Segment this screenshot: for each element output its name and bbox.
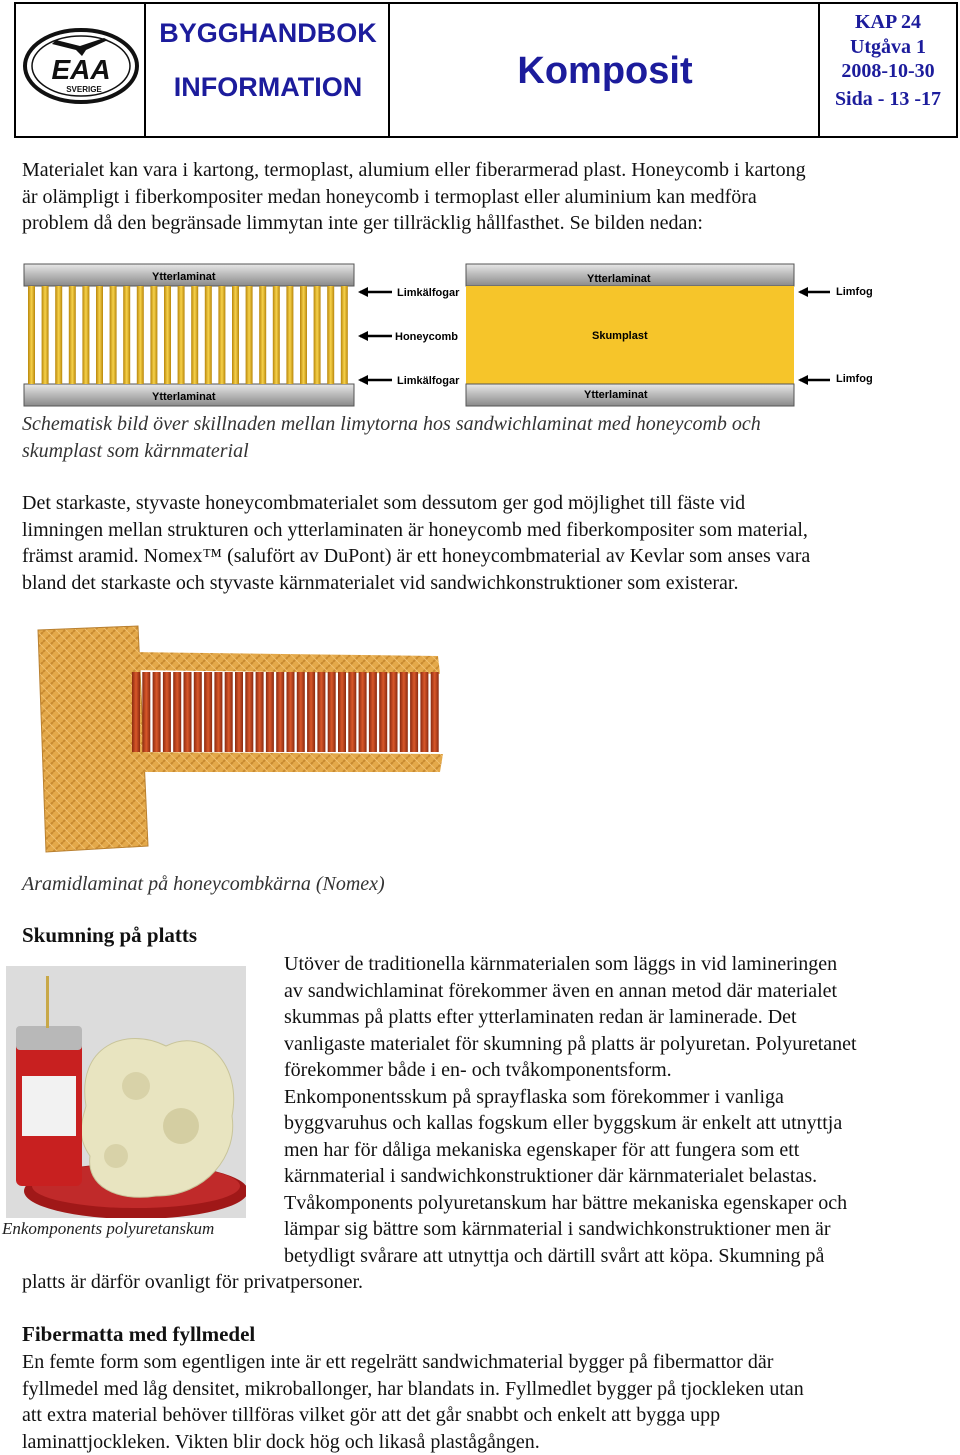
svg-text:EAA: EAA [51,54,111,85]
nomex-cell [204,672,212,752]
nomex-cell [287,672,295,752]
nomex-cell [400,672,408,752]
heading-fibermatta: Fibermatta med fyllmedel [22,1322,256,1346]
date: 2008-10-30 [841,60,935,82]
text-line: är olämpligt i fiberkompositer medan honeycomb i termoplast eller aluminium kan medföra [22,185,757,208]
sandwich-diagram [22,262,902,412]
text-line: platts är därför ovanligt för privatpersoner. [22,1271,363,1293]
nomex-cell [184,672,192,752]
photo-caption-nomex: Aramidlaminat på honeycombkärna (Nomex) [22,873,385,895]
nomex-cell [266,672,274,752]
nomex-cell [214,672,222,752]
page-header [14,2,958,138]
svg-text:SVERIGE: SVERIGE [66,85,102,94]
svg-text:Limkälfogar: Limkälfogar [397,287,460,299]
text-line: En femte form som egentligen inte är ett regelrätt sandwichmaterial bygger på fibermattor där [22,1351,774,1373]
honeycomb-cell [314,286,321,384]
nomex-cell [390,672,398,752]
honeycomb-cell [137,286,144,384]
text-line: Det starkaste, styvaste honeycombmaterialet som dessutom ger god möjlighet till fäste vid [22,492,746,514]
text-line: bland det starkaste och styvaste kärnmaterialet vid sandwichkonstruktioner som existerar. [22,571,739,594]
text-line: Materialet kan vara i kartong, termoplast, alumium eller fiberarmerad plast. Honeycomb i kartong [22,159,806,181]
page-number: Sida - 13 -17 [834,88,942,110]
chapter-title: Komposit [517,50,693,92]
svg-text:Skumplast: Skumplast [592,330,648,342]
photo-caption-foam: Enkomponents polyuretanskum [2,1219,215,1238]
edition: Utgåva 1 [849,36,927,58]
text-line: Utöver de traditionella kärnmaterialen som läggs in vid lamineringen [284,953,838,975]
nomex-cell [307,672,315,752]
honeycomb-cell [96,286,103,384]
nomex-cell [317,672,325,752]
svg-text:Limkälfogar: Limkälfogar [397,375,460,387]
honeycomb-cell [55,286,62,384]
nomex-cell [245,672,253,752]
svg-text:Limfog: Limfog [836,286,873,298]
text-line: limningen mellan strukturen och ytterlaminaten är honeycomb med fiberkompositer som material, [22,518,808,541]
svg-text:Ytterlaminat: Ytterlaminat [584,389,648,401]
nomex-paragraph [22,490,942,596]
nomex-cell [379,672,387,752]
honeycomb-cell [232,286,239,384]
honeycomb-cell [191,286,198,384]
nomex-cell [132,672,140,752]
caption-line: skumplast som kärnmaterial [22,439,249,462]
text-line: betydligt svårare att utnyttja och därtill svårt att köpa. Skumning på [284,1244,825,1267]
nomex-cell [194,672,202,752]
chapter-cell [390,4,820,136]
text-line: kärnmaterial i sandwichkonstruktioner där kärnmaterialet belastas. [284,1165,818,1187]
nomex-cell [410,672,418,752]
honeycomb-cell [110,286,117,384]
honeycomb-cell [259,286,266,384]
header-title-information: INFORMATION [173,72,363,102]
text-line: främst aramid. Nomex™ (salufört av DuPont) är ett honeycombmaterial av Kevlar som anses vara [22,545,811,567]
honeycomb-cell [205,286,212,384]
logo-cell [16,4,146,136]
text-line: fyllmedel med låg densitet, mikroballonger, har blandats in. Fyllmedlet bygger på tjockleken utan [22,1377,804,1400]
text-line: att extra material behöver tillföras vilket gör att det går snabbt och enkelt att bygga upp [22,1404,721,1426]
honeycomb-cell [150,286,157,384]
nomex-cell [235,672,243,752]
honeycomb-cell [246,286,253,384]
nomex-cell [276,672,284,752]
nomex-cell [163,672,171,752]
honeycomb-cell [178,286,185,384]
nomex-cell [348,672,356,752]
svg-text:Ytterlaminat: Ytterlaminat [152,391,216,403]
nomex-cell [297,672,305,752]
nomex-cell [153,672,161,752]
nomex-cell [431,672,439,752]
nomex-cell [142,672,150,752]
text-line: skummas på platts efter ytterlaminaten redan är laminerade. Det [284,1006,797,1028]
honeycomb-cell [164,286,171,384]
fibermatta-paragraph [22,1349,942,1455]
honeycomb-cell [273,286,280,384]
svg-text:Honeycomb: Honeycomb [395,331,458,343]
honeycomb-cell [327,286,334,384]
honeycomb-cell [123,286,130,384]
skumning-paragraph [284,951,949,1269]
nomex-cell [420,672,428,752]
text-line: Tvåkomponents polyuretanskum har bättre mekaniska egenskaper och [284,1191,848,1214]
meta-cell [820,4,956,136]
text-line: Enkomponentsskum på sprayflaska som förekommer i vanliga [284,1085,784,1108]
text-line: lämpar sig bättre som kärnmaterial i sandwichkonstruktioner men är [284,1218,831,1240]
caption-line: Schematisk bild över skillnaden mellan limytorna hos sandwichlaminat med honeycomb och [22,413,761,435]
honeycomb-cell [286,286,293,384]
text-line: men har för dåliga mekaniska egenskaper för att fungera som ett [284,1138,800,1161]
svg-text:Ytterlaminat: Ytterlaminat [152,271,216,283]
polyurethane-foam-photo [6,966,246,1218]
honeycomb-cell [28,286,35,384]
diagram-caption [22,411,942,464]
honeycomb-cell [42,286,49,384]
honeycomb-cell [341,286,348,384]
text-line: byggvaruhus och kallas fogskum eller byggskum är enkelt att utnyttja [284,1112,843,1134]
honeycomb-cell [218,286,225,384]
text-line: av sandwichlaminat förekommer även en annan metod där materialet [284,979,838,1002]
header-title-bygghandbok: BYGGHANDBOK [159,18,377,48]
text-line: laminattjockleken. Vikten blir dock hög och likaså plastågången. [22,1430,540,1453]
nomex-cell [369,672,377,752]
text-line: vanligaste materialet för skumning på platts är polyuretan. Polyuretanet [284,1032,857,1055]
nomex-cell [328,672,336,752]
nomex-cell [256,672,264,752]
aramid-honeycomb-photo [28,622,448,854]
svg-text:Limfog: Limfog [836,373,873,385]
honeycomb-cell [82,286,89,384]
heading-skumning: Skumning på platts [22,923,198,947]
intro-paragraph [22,157,942,237]
honeycomb-cell [300,286,307,384]
nomex-cell [225,672,233,752]
text-line: förekommer både i en- och tvåkomponentsform. [284,1059,672,1081]
nomex-cell [173,672,181,752]
nomex-cell [359,672,367,752]
eaa-logo [22,26,140,106]
honeycomb-cell [69,286,76,384]
chapter-number: KAP 24 [854,11,922,33]
nomex-cell [338,672,346,752]
title-cell [146,4,390,136]
text-line: problem då den begränsade limmytan inte ger tillräcklig hållfasthet. Se bilden nedan: [22,212,703,234]
svg-text:Ytterlaminat: Ytterlaminat [587,273,651,285]
